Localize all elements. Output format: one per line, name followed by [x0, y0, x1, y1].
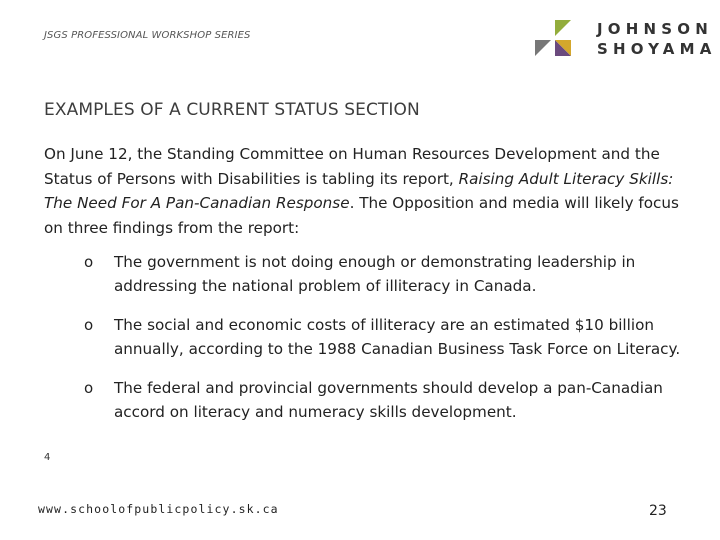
- list-item: [44, 314, 684, 361]
- intro-text-start: On June 12, the Standing Committee on Human Resources Development and the Status of Persons with Disabilities is tabling its report,: [44, 145, 660, 188]
- intro-paragraph: [44, 142, 694, 240]
- slide-title: EXAMPLES OF A CURRENT STATUS SECTION: [44, 100, 420, 120]
- report-title: Raising Adult Literacy Skills: The Need For A Pan-Canadian Response: [44, 169, 674, 212]
- intro-text-end: . The Opposition and media will likely focus on three findings from the report:: [44, 194, 679, 237]
- series-label: JSGS PROFESSIONAL WORKSHOP SERIES: [44, 30, 251, 41]
- findings-list: [44, 251, 684, 440]
- bullet-icon: o: [84, 379, 94, 397]
- list-item: [44, 377, 684, 424]
- page-number: 23: [649, 503, 667, 519]
- finding-text: The social and economic costs of illiteracy are an estimated $10 billion annually, according to the 1988 Canadian Business Task Force on Literacy.: [114, 316, 681, 358]
- logo-line-1: JOHNSON: [597, 20, 713, 38]
- finding-text: The federal and provincial governments should develop a pan-Canadian accord on literacy and numeracy skills development.: [114, 379, 663, 421]
- johnson-shoyama-logo: [533, 18, 717, 64]
- list-item: [44, 251, 684, 298]
- slide-small-number: 4: [44, 452, 51, 463]
- finding-text: The government is not doing enough or demonstrating leadership in addressing the national problem of illiteracy in Canada.: [114, 253, 636, 295]
- logo-line-2: SHOYAMA: [597, 40, 717, 58]
- website-url: www.schoolofpublicpolicy.sk.ca: [38, 502, 279, 516]
- bullet-icon: o: [84, 253, 94, 271]
- bullet-icon: o: [84, 316, 94, 334]
- diamond-logo-icon: [533, 18, 579, 64]
